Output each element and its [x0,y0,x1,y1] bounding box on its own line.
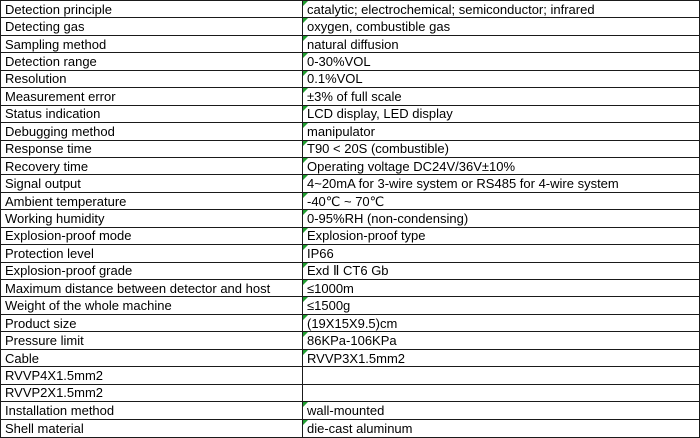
cell-corner-indicator-icon [303,332,308,337]
table-row [1,280,699,297]
spec-value-cell[interactable] [303,367,699,383]
spec-value: Explosion-proof type [307,228,426,244]
cell-corner-indicator-icon [303,175,308,180]
spec-label: Signal output [5,176,81,192]
spec-label: Debugging method [5,123,115,139]
table-row [1,402,699,419]
spec-label: Detection range [5,54,97,70]
cell-corner-indicator-icon [303,88,308,93]
spec-value-cell[interactable] [303,1,699,17]
spec-value: 0-30%VOL [307,54,371,70]
spec-label-cell[interactable] [1,123,303,139]
spec-label: RVVP2X1.5mm2 [5,385,104,401]
spec-label-cell[interactable] [1,71,303,87]
spec-value-cell[interactable] [303,18,699,34]
spec-value: ±3% of full scale [307,88,402,104]
spec-label-cell[interactable] [1,263,303,279]
spec-value: 0-95%RH (non-condensing) [307,210,469,226]
spec-value-cell[interactable] [303,420,699,437]
table-row [1,1,699,18]
spec-value: ≤1000m [307,280,354,296]
spec-value-cell[interactable] [303,53,699,69]
spec-label: Weight of the whole machine [5,298,172,314]
spec-value-cell[interactable] [303,332,699,348]
cell-corner-indicator-icon [303,123,308,128]
cell-corner-indicator-icon [303,141,308,146]
cell-corner-indicator-icon [303,315,308,320]
cell-corner-indicator-icon [303,18,308,23]
spec-label: Resolution [5,71,67,87]
table-row [1,245,699,262]
table-row [1,297,699,314]
spec-label: RVVP4X1.5mm2 [5,367,104,383]
table-row [1,53,699,70]
table-row [1,158,699,175]
spec-label: Sampling method [5,36,107,52]
spec-value-cell[interactable] [303,193,699,209]
spec-value-cell[interactable] [303,263,699,279]
cell-corner-indicator-icon [303,158,308,163]
spec-value-cell[interactable] [303,228,699,244]
spec-label: Installation method [5,402,115,418]
spec-value-cell[interactable] [303,350,699,366]
spec-label-cell[interactable] [1,367,303,383]
spec-label-cell[interactable] [1,175,303,191]
spec-value: LCD display, LED display [307,106,453,122]
table-row [1,175,699,192]
spec-value-cell[interactable] [303,280,699,296]
table-row [1,123,699,140]
spec-label-cell[interactable] [1,88,303,104]
spec-label: Measurement error [5,88,116,104]
spec-value: (19X15X9.5)cm [307,315,398,331]
spec-label: Detecting gas [5,19,85,35]
spec-label-cell[interactable] [1,245,303,261]
cell-corner-indicator-icon [303,263,308,268]
spec-label: Shell material [5,420,84,436]
cell-corner-indicator-icon [303,53,308,58]
table-row [1,332,699,349]
spec-value: 4~20mA for 3-wire system or RS485 for 4-wire system [307,176,619,192]
table-row [1,385,699,402]
table-row [1,71,699,88]
spec-label: Protection level [5,245,94,261]
cell-corner-indicator-icon [303,71,308,76]
spec-label-cell[interactable] [1,280,303,296]
cell-corner-indicator-icon [303,245,308,250]
spec-label-cell[interactable] [1,53,303,69]
spec-label: Response time [5,141,92,157]
spec-label-cell[interactable] [1,420,303,437]
cell-corner-indicator-icon [303,1,308,6]
spec-value-cell[interactable] [303,88,699,104]
spec-label-cell[interactable] [1,18,303,34]
cell-corner-indicator-icon [303,36,308,41]
cell-corner-indicator-icon [303,210,308,215]
spec-value: -40℃ ~ 70℃ [307,193,385,209]
spec-label-cell[interactable] [1,1,303,17]
table-row [1,367,699,384]
spec-value: natural diffusion [307,36,399,52]
spec-label: Detection principle [5,1,112,17]
spec-label-cell[interactable] [1,193,303,209]
spec-value-cell[interactable] [303,141,699,157]
spec-value: Operating voltage DC24V/36V±10% [307,158,516,174]
spec-value-cell[interactable] [303,175,699,191]
spec-value: catalytic; electrochemical; semiconductor; infrared [307,1,595,17]
table-row [1,18,699,35]
spec-value: IP66 [307,245,334,261]
cell-corner-indicator-icon [303,280,308,285]
spec-label-cell[interactable] [1,332,303,348]
cell-corner-indicator-icon [303,297,308,302]
spec-label-cell[interactable] [1,106,303,122]
table-row [1,193,699,210]
spec-label-cell[interactable] [1,228,303,244]
cell-corner-indicator-icon [303,193,308,198]
spec-value-cell[interactable] [303,106,699,122]
spec-label: Working humidity [5,210,105,226]
table-row [1,263,699,280]
spec-value-cell[interactable] [303,385,699,401]
spec-value-cell[interactable] [303,297,699,313]
cell-corner-indicator-icon [303,420,308,425]
spec-value: 0.1%VOL [307,71,363,87]
spec-value: T90 < 20S (combustible) [307,141,449,157]
spec-label-cell[interactable] [1,297,303,313]
table-row [1,315,699,332]
spec-label: Maximum distance between detector and host [5,280,271,296]
spec-value: wall-mounted [307,402,385,418]
spec-label-cell[interactable] [1,350,303,366]
table-row [1,420,699,437]
spec-label-cell[interactable] [1,315,303,331]
spec-value-cell[interactable] [303,36,699,52]
spec-label: Status indication [5,106,101,122]
spec-value-cell[interactable] [303,158,699,174]
table-row [1,36,699,53]
spec-value-cell[interactable] [303,210,699,226]
spec-label: Product size [5,315,77,331]
spec-value-cell[interactable] [303,71,699,87]
spec-label: Pressure limit [5,333,84,349]
spec-value-cell[interactable] [303,245,699,261]
table-row [1,210,699,227]
cell-corner-indicator-icon [303,402,308,407]
spec-value: RVVP3X1.5mm2 [307,350,406,366]
spec-value: 86KPa-106KPa [307,333,397,349]
spec-value: manipulator [307,123,375,139]
table-row [1,88,699,105]
table-row [1,141,699,158]
table-row [1,228,699,245]
spec-label-cell[interactable] [1,385,303,401]
spec-value: ≤1500g [307,298,351,314]
spec-value-cell[interactable] [303,315,699,331]
spec-value: Exd Ⅱ CT6 Gb [307,263,389,279]
spec-value-cell[interactable] [303,123,699,139]
spec-label: Explosion-proof mode [5,228,132,244]
spec-label-cell[interactable] [1,36,303,52]
table-row [1,350,699,367]
spec-value-cell[interactable] [303,402,699,418]
spec-label-cell[interactable] [1,141,303,157]
cell-corner-indicator-icon [303,106,308,111]
spec-label: Recovery time [5,158,89,174]
spec-label-cell[interactable] [1,158,303,174]
table-row [1,106,699,123]
cell-corner-indicator-icon [303,228,308,233]
spec-label: Ambient temperature [5,193,127,209]
spec-label-cell[interactable] [1,402,303,418]
cell-corner-indicator-icon [303,350,308,355]
spec-label: Explosion-proof grade [5,263,133,279]
spec-label: Cable [5,350,39,366]
spec-label-cell[interactable] [1,210,303,226]
spec-value: oxygen, combustible gas [307,19,451,35]
spec-value: die-cast aluminum [307,420,413,436]
